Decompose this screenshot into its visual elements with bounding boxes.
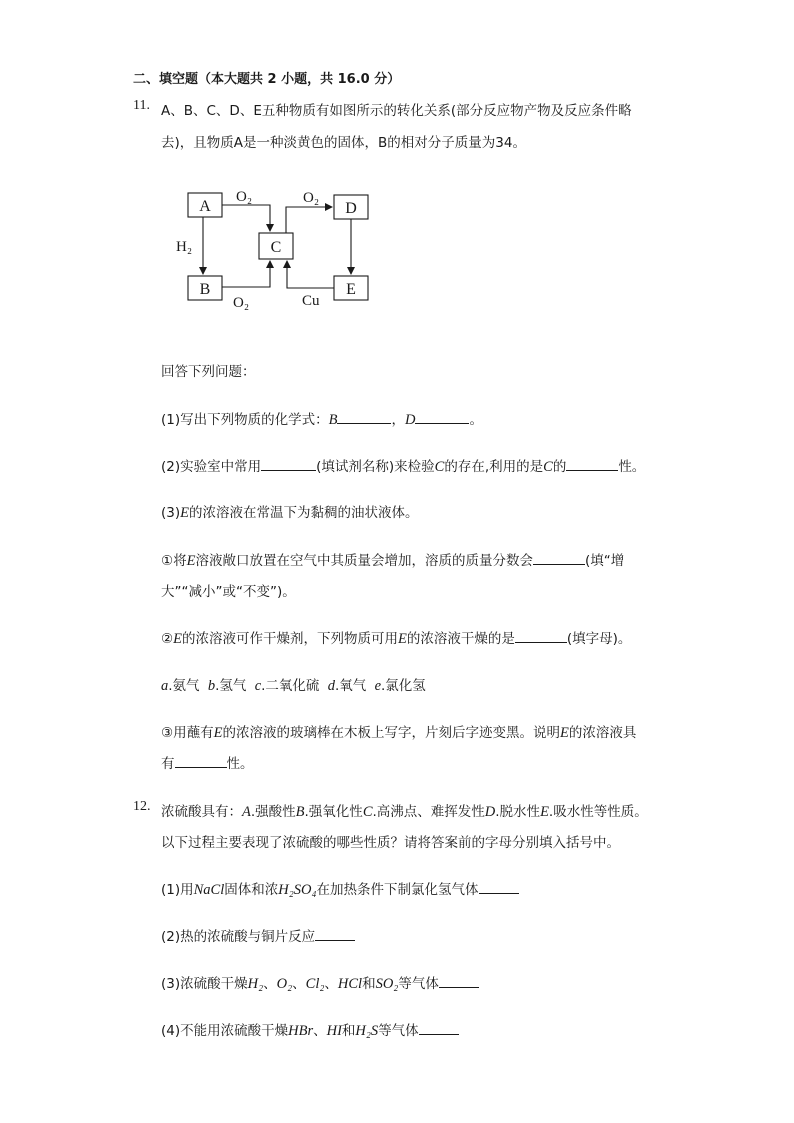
answer-blank[interactable] (415, 411, 469, 424)
var-c: C (362, 804, 373, 820)
arrow-b-to-c (222, 261, 270, 287)
answer-blank[interactable] (337, 411, 391, 424)
text: (4)不能用浓硫酸干燥 (161, 1023, 289, 1039)
q11-part1 (161, 408, 483, 429)
answer-blank[interactable] (533, 552, 585, 565)
box-e-label: E (346, 281, 356, 298)
q11-intro-line1: A、B、C、D、E五种物质有如图所示的转化关系(部分反应物产物及反应条件略 (161, 103, 632, 119)
text: 有 (161, 756, 175, 772)
text: 和 (362, 976, 376, 992)
answer-blank[interactable] (175, 755, 227, 768)
var-e: E (397, 631, 407, 647)
var-e: E (213, 725, 223, 741)
text: 性。 (226, 756, 254, 772)
text: 固体和浓 (224, 882, 279, 898)
option-a-letter: a (161, 678, 169, 694)
text: (2)热的浓硫酸与铜片反应 (161, 929, 316, 945)
option-b-letter: b (207, 678, 216, 694)
conversion-diagram (170, 183, 390, 318)
question-number-11: 11. (133, 98, 150, 113)
var-e: E (186, 553, 196, 569)
var-e: E (173, 631, 182, 647)
text: 的浓溶液的玻璃棒在木板上写字，片刻后字迹变黑。说明 (222, 725, 560, 741)
text: 的浓溶液在常温下为黏稠的油状液体。 (188, 505, 419, 521)
answer-blank[interactable] (261, 458, 316, 471)
text: 性。 (618, 459, 646, 475)
q11-options (161, 674, 426, 695)
label-e-to-c: Cu (302, 293, 320, 309)
formula: SO₂ (375, 976, 399, 992)
text: .强酸性 (250, 804, 296, 820)
text: .高沸点、难挥发性 (372, 804, 485, 820)
arrow-a-to-c (222, 205, 270, 231)
option-a-text: .氨气 (168, 678, 200, 694)
text: ③用蘸有 (161, 725, 214, 741)
var-d: D (404, 412, 416, 428)
box-a-label: A (199, 198, 211, 215)
q11-part3 (161, 501, 418, 522)
q12-item2 (161, 925, 355, 945)
q11-sub1 (161, 549, 624, 570)
text: ①将 (161, 553, 187, 569)
var-e: E (180, 505, 189, 521)
box-b-label: B (199, 281, 211, 298)
formula: HCl (337, 976, 363, 992)
var-e: E (540, 804, 549, 820)
text: 溶液敞口放置在空气中其质量会增加，溶质的质量分数会 (195, 553, 533, 569)
option-e-text: .氯化氢 (381, 678, 426, 694)
q11-prompt: 回答下列问题： (161, 364, 256, 380)
text: 等气体 (398, 976, 439, 992)
section-header: 二、填空题（本大题共 2 小题，共 16.0 分） (133, 72, 401, 87)
q11-sub3-line2 (161, 752, 254, 772)
text: (1)写出下列物质的化学式： (161, 412, 329, 428)
q11-intro-line2: 去)，且物质A是一种淡黄色的固体，B的相对分子质量为34。 (161, 135, 526, 151)
answer-blank[interactable] (439, 975, 479, 988)
text: 在加热条件下制氯化氢气体 (316, 882, 479, 898)
formula: Cl₂ (305, 976, 325, 992)
formula: HI (326, 1023, 342, 1039)
text: ， (391, 412, 405, 428)
text: .强氧化性 (304, 804, 363, 820)
text: (填试剂名称)来检验 (316, 459, 435, 475)
q12-line2: 以下过程主要表现了浓硫酸的哪些性质？请将答案前的字母分别填入括号中。 (161, 835, 620, 851)
option-b-text: .氢气 (215, 678, 247, 694)
text: 的浓溶液干燥的是 (406, 631, 515, 647)
option-d-letter: d (327, 678, 335, 694)
answer-blank[interactable] (479, 881, 519, 894)
q11-sub3 (161, 721, 636, 742)
formula: O₂ (276, 976, 293, 992)
option-c-letter: c (254, 678, 262, 694)
text: ② (161, 631, 174, 647)
q12-item3 (161, 972, 479, 993)
label-a-to-c: O₂ (236, 189, 253, 205)
box-d-label: D (345, 200, 357, 217)
question-number-12: 12. (133, 799, 151, 814)
label-a-to-b: H₂ (176, 239, 193, 255)
q11-part2 (161, 455, 645, 476)
var-c: C (434, 459, 445, 475)
answer-blank[interactable] (315, 928, 355, 941)
text: (填“增 (584, 553, 625, 569)
formula: H₂ (247, 976, 264, 992)
text: (1)用 (161, 882, 194, 898)
arrow-e-to-c (287, 261, 334, 288)
option-e-letter: e (374, 678, 381, 694)
box-c-label: C (270, 239, 282, 256)
arrow-c-to-d (286, 207, 332, 233)
var-c: C (543, 459, 553, 475)
formula: HBr (288, 1023, 314, 1039)
var-b: B (328, 412, 338, 428)
text: 的浓溶液具 (568, 725, 637, 741)
var-b: B (295, 804, 305, 820)
q11-sub1-line2: 大”“减小”或“不变”)。 (161, 584, 296, 600)
text: (3) (161, 505, 181, 521)
text: (2)实验室中常用 (161, 459, 262, 475)
label-c-to-d: O₂ (303, 190, 320, 206)
text: 的 (552, 459, 567, 475)
formula: H₂S (355, 1023, 379, 1039)
text: 。 (469, 412, 483, 428)
option-c-text: .二氧化硫 (261, 678, 320, 694)
text: 和 (341, 1023, 356, 1039)
q12-line1 (161, 800, 648, 821)
text: 等气体 (378, 1023, 419, 1039)
answer-blank[interactable] (515, 630, 567, 643)
q12-item1 (161, 878, 519, 899)
var-d: D (484, 804, 496, 820)
text: 浓硫酸具有： (161, 804, 242, 820)
var-e: E (559, 725, 569, 741)
q11-sub2 (161, 627, 631, 648)
text: (填字母)。 (566, 631, 632, 647)
text: .脱水性 (495, 804, 541, 820)
answer-blank[interactable] (566, 458, 618, 471)
text: (3)浓硫酸干燥 (161, 976, 248, 992)
text: 、 (263, 976, 277, 992)
label-b-to-c: O₂ (233, 295, 250, 311)
formula: NaCl (193, 882, 225, 898)
formula: H₂SO₄ (278, 882, 317, 898)
text: 、 (313, 1023, 327, 1039)
answer-blank[interactable] (419, 1022, 459, 1035)
text: 的浓溶液可作干燥剂，下列物质可用 (181, 631, 398, 647)
text: 的存在,利用的是 (444, 459, 544, 475)
text: 、 (292, 976, 306, 992)
text: .吸水性等性质。 (548, 804, 648, 820)
var-a: A (242, 804, 251, 820)
option-d-text: .氧气 (334, 678, 367, 694)
text: 、 (324, 976, 338, 992)
q12-item4 (161, 1019, 459, 1040)
